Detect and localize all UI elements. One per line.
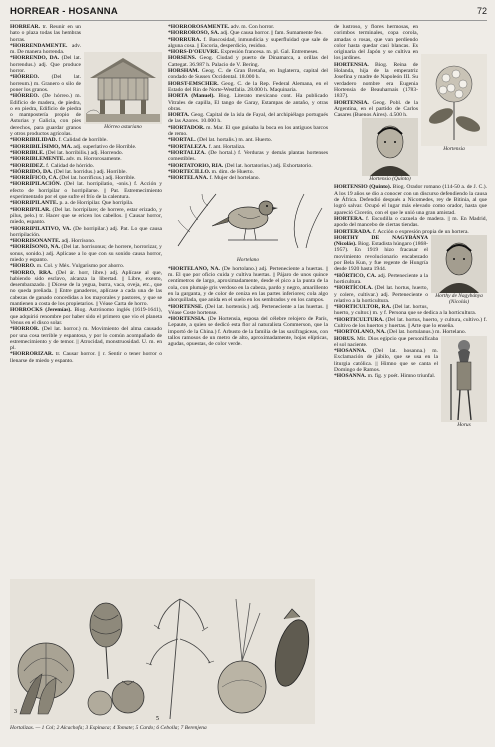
entry-definition: adj. Perteneciente a la horticultura.: [334, 272, 428, 285]
entry-headword: HORTENSIA.: [334, 61, 369, 68]
entry-definition: (De hórreo.) m. Edificio de madera, de piedra, o en piedra, Edificio de piedra o mampostería propio de Asturias y Galicia, con pies derechos, para guardar granos y otros productos agrícolas.: [10, 93, 81, 138]
entry-headword: HORTHY DE NAGYBÁNYA (Nicolás).: [334, 234, 428, 248]
dictionary-entry: [10, 226, 162, 239]
entry-headword: *HÓRRIDO, DA.: [10, 168, 53, 175]
entry-headword: HORTA.: [168, 112, 190, 119]
dictionary-entry: [168, 68, 328, 81]
entry-headword: HORSENS.: [168, 55, 197, 62]
entry-headword: *HORRURA.: [168, 36, 202, 43]
dictionary-entry: [168, 125, 328, 138]
entry-headword: *HORTELANA.: [168, 175, 209, 182]
text-columns: [10, 24, 487, 579]
entry-headword: HORST-EMSCHER.: [168, 80, 219, 87]
entry-headword: *HORTICULTURA.: [334, 316, 384, 323]
entry-headword: *HORTECILLO.: [168, 168, 211, 175]
entry-headword: *HOSANNA.: [334, 348, 367, 355]
entry-headword: *HORRIPILACIÓN.: [10, 181, 62, 188]
entry-headword: *HORRISONANTE.: [10, 238, 61, 245]
entry-definition: m. fig. y poét. Himno triunfal.: [367, 373, 436, 380]
entry-headword: *HORTÍCOLA.: [334, 285, 373, 292]
entry-definition: f. Calidad de hórrido.: [46, 162, 95, 169]
horus-figure: [441, 336, 487, 428]
hortelano-bird-illustration: [168, 184, 328, 254]
entry-definition: Expresión francesa. m. pl. Gal. Entremeses.: [220, 49, 319, 56]
entry-definition: Geog. Capital de la isla de Fayal, del archipiélago portugués de las Azores. 10.000 h.: [168, 112, 328, 125]
page-title: HORREAR - HOSANNA: [10, 6, 118, 17]
dictionary-entry: [168, 150, 328, 163]
entry-definition: de lustroso, y flores hermosas, en corimbos terminales, copa corola, amadas o rosas, que van perdiendo color hasta quedar casi blancas. Es originaria del Japón y se cultiva en los jardines.: [334, 24, 418, 62]
entry-definition: (Del lat. hortus, huerto, y cultura, cultivo.) f. Cultivo de los huertos y huertas. || Arte que lo enseña.: [334, 316, 487, 329]
entry-headword: HORREAR.: [10, 24, 40, 30]
dictionary-entry: [334, 304, 487, 317]
entry-headword: *HORTATORIO, RIA.: [168, 162, 224, 169]
entry-definition: Geog. Ciudad y puerto de Dinamarca, a orillas del Cattegat. 36.987 h. Palacio de V. Bering.: [168, 55, 328, 68]
entry-definition: (Del lat. horrendus.) adj. Que produce horror.: [10, 55, 82, 75]
column-3: [334, 24, 487, 579]
entry-definition: (Del lat. hosanna.) m. Exclamación de júbilo, que se usa en la liturgia católica. || Himno que se canta el Domingo de Ramos.: [334, 348, 438, 374]
entry-definition: Geog. C. de Gran Bretaña, en Inglaterra, capital del condado de Sussex Occidental. 18.000 h.: [168, 68, 328, 81]
dictionary-entry: [168, 112, 328, 125]
entry-definition: Biog. Orador romano (114-50 a. de J. C.). A los 19 años se dio a conocer con un discurso defendiendo la causa de África. Defendió después a Nicomedes, rey de Bitinia, al que logró salvar. Ocupó el lugar más elevado como orador, hasta que apareció Cicerón, con el que le unió una gran amistad.: [334, 184, 487, 216]
horreo-illustration: [84, 52, 162, 124]
entry-definition: f. Bascosidad, inmundicia y superfluidad que sale de alguna cosa. || Escoria, desperdicio, residuo.: [168, 36, 328, 49]
entry-definition: p. a. de Horripilar. Que horripila.: [59, 200, 134, 207]
hortensio-portrait: [362, 118, 418, 176]
entry-headword: *HORROROSO, SA.: [168, 30, 220, 37]
entry-definition: adv. m. De manera horrenda.: [10, 42, 81, 56]
entry-headword: *HORROR.: [10, 326, 40, 333]
entry-headword: *HORTAL.: [168, 137, 196, 144]
entry-definition: tr. Causar horror. || r. Sentir o tener horror o llenarse de miedo y espanto.: [10, 351, 162, 364]
entry-definition: adj. superlativo de Horrible.: [73, 143, 137, 150]
entry-definition: (Del lat. hortus, huerto, y cultor.) m. y f. Persona que se dedica a la horticultura.: [334, 304, 477, 317]
entry-definition: (Del lat. horridus.) adj. Horrible.: [53, 168, 127, 175]
horthy-caption: Horthy de Nagybánya (Nicolás): [435, 292, 483, 305]
entry-definition: f. ant. Hortaliza.: [208, 143, 246, 150]
dictionary-entry: [10, 307, 162, 326]
entry-definition: (Del lat. hortalis.) m. ant. Huerto.: [197, 137, 273, 144]
entry-definition: f. Acción o expresión propia de un hortera.: [372, 228, 469, 235]
hortensia-flower-illustration: [421, 54, 487, 146]
entry-headword: *HORROROSAMENTE.: [168, 24, 230, 30]
dictionary-entry: [10, 351, 162, 364]
entry-headword: HORUS.: [334, 335, 356, 342]
entry-headword: HORTENSIA.: [334, 99, 369, 106]
entry-definition: (Del lat. hortensis.) adj. Perteneciente a las huertas. || Véase Coste hortense.: [168, 303, 328, 316]
entry-headword: *HORRÍFICO, CA.: [10, 175, 59, 182]
hortelano-caption: Hortelano: [236, 256, 260, 263]
horreo-caption: Hórreo asturiano: [104, 124, 142, 130]
entry-definition: Geog. C. de la Rep. Federal Alemana, en el Estado del Rin de Norte-Westfalia. 28.000 h. Maquinaria.: [168, 80, 328, 93]
dictionary-entry: [168, 304, 328, 317]
entry-headword: *HORTENSE.: [168, 303, 204, 310]
entry-headword: *HORRIBILIDAD.: [10, 137, 58, 144]
entry-definition: (Del lat. horripilare; de horrere, estar erizado, y pilus, pelo.) tr. Hacer que se ericen los cabellos. || Causar horror, miedo, espanto.: [10, 206, 162, 226]
entry-definition: (Del lat. horrificus.) adj. Horrible.: [59, 175, 136, 182]
page-number: 72: [476, 6, 487, 16]
entry-definition: (De hortal.) f. Verduras y demás plantas hortenses comestibles.: [168, 149, 328, 163]
horreo-figure: [84, 52, 162, 130]
entry-definition: adj. Horrísono.: [61, 238, 96, 245]
entry-headword: *HORTOLANO, NA.: [334, 329, 386, 336]
entry-definition: (Del lat. hortulanus.) m. Hortelano.: [387, 329, 467, 336]
entry-definition: (De Hortensia, esposa del célebre relojero de París, Lepaute, a quien se dedicó esta flor al naturalista Commerson, que la importó de la China.) f. Arbusto de la familia de las saxifragáceas, con tallos ramosos de un metro de alto, aproximadamente, hojas elípticas, agudas, opuestas, de color verde.: [168, 316, 328, 348]
entry-definition: Biog. Astrónomo inglés (1619-1641), que adquirió renombre por haber sido el primero que vio el planeta Venus en el disco solar.: [10, 307, 162, 326]
entry-headword: *HORRIDEZ.: [10, 162, 45, 169]
entry-definition: (Del lat. hortatorius.) adj. Exhortatorio.: [224, 162, 313, 169]
entry-headword: *HORS-D'OEUVRE.: [168, 49, 220, 56]
entry-headword: *HORRIPILANTE.: [10, 200, 59, 207]
entry-headword: *HORTICULTOR, RA.: [334, 304, 392, 311]
dictionary-entry: [10, 24, 162, 43]
svg-text:3: 3: [14, 709, 17, 715]
dictionary-entry: [168, 37, 328, 50]
horus-caption: Horus: [457, 421, 471, 428]
entry-headword: HORTERADA.: [334, 228, 372, 235]
entry-headword: *HORRIBILÍSIMO, MA.: [10, 143, 73, 150]
entry-definition: tr. Reunir en un hato o plaza todas las hembras horras.: [10, 24, 81, 43]
entry-headword: *HORRIPILATIVO, VA.: [10, 225, 72, 232]
hortalizas-illustration: [10, 579, 315, 724]
entry-headword: *HORTELANO, NA.: [168, 265, 220, 272]
entry-headword: *HORTADOR.: [168, 124, 205, 131]
entry-headword: HORSHAM.: [168, 68, 199, 75]
entry-definition: f. Mujer del hortelano.: [209, 175, 260, 182]
dictionary-entry: [168, 93, 328, 112]
column-2-entries-bottom: [168, 266, 328, 348]
dictionary-entry: [10, 207, 162, 226]
entry-definition: Mit. Dios egipcio que personificaba el sol naciente.: [334, 335, 439, 348]
entry-definition: (Del lat. horripilatio, -onis.) f. Acción y efecto de horripilar o horripilarse. || Pat. Estremecimiento experimentado por el que sufre el frío de la calentura.: [10, 181, 162, 201]
entry-definition: (Del lat. horribilis.) adj. Horrendo.: [45, 149, 124, 156]
entry-definition: Geog. Pobl. de la Argentina, en el partido de Carlos Casares (Buenos Aires). 4.500 h.: [334, 99, 418, 119]
horthy-figure: [431, 235, 487, 305]
dictionary-entry: [168, 266, 328, 304]
entry-headword: *HORRENDAMENTE.: [10, 42, 68, 49]
dictionary-entry: [334, 317, 487, 330]
entry-headword: *HÓRTICO, CA.: [334, 272, 377, 279]
entry-definition: Biog. Literato mexicano cont. Ha publicado Vitrales de capilla, El tango de Garay, Estampas de antaño, y otras obras.: [168, 93, 328, 112]
entry-headword: *HÓRREO.: [10, 93, 40, 100]
entry-headword: *HORTENSIA.: [168, 316, 206, 323]
entry-definition: (Del lat. horror.) m. Movimiento del alma causado por una cosa terrible y espantosa, y por lo común acompañado de estremecimiento y de temor. || Atrocidad, monstruosidad. U. m. en pl.: [10, 326, 162, 352]
entry-definition: Biog. Estadista húngaro (1868-1957). En 1919 hizo fracasar el movimiento revolucionario encabezado por Bela Kun, y fue regente de Hungría desde 1920 hasta 1944.: [334, 241, 428, 273]
hortalizas-figure: [10, 579, 315, 735]
entry-headword: *HORRO, RRA.: [10, 269, 53, 276]
svg-text:5: 5: [156, 716, 159, 722]
hortensio-caption: Hortensio (Quinto): [369, 176, 411, 183]
entry-definition: adv. m. Con horror.: [230, 24, 275, 30]
entry-headword: HORTA (Manuel).: [168, 93, 215, 100]
entry-definition: adj. Que causa horror. || fam. Sumamente feo.: [220, 30, 323, 37]
dictionary-entry: [10, 244, 162, 263]
hortensio-figure: [362, 118, 418, 182]
entry-definition: m. dim. de Huerto.: [211, 168, 254, 175]
entry-headword: *HORTALIZA.: [168, 149, 206, 156]
dictionary-entry: [168, 316, 328, 347]
entry-headword: *HOSANNA.: [334, 373, 367, 380]
entry-definition: (Del ár. horr, libre.) adj. Aplícase al que, habiendo sido esclavo, alcanza la libertad. || Libre, exento, desembarazado. || Dícese de la yegua, burra, vaca, oveja, etc., que no queda preñada. || Entre ganaderos, aplícase a cada una de las cabezas de ganado concedidas a los mayorales y pastores, y que se mantienen a costa de los propietarios. || Véase Carta de horro.: [10, 269, 162, 308]
entry-definition: Biog. Reina de Holanda, hija de la emperatriz Josefina y madre de Napoleón III. Su verdadero nombre era Eugenia Hortensia de Beauharnais (1783-1837).: [334, 61, 418, 100]
horthy-portrait: [431, 235, 487, 293]
entry-headword: HORROCKS (Jeremías).: [10, 307, 72, 314]
column-2-entries-top: [168, 24, 328, 181]
hortalizas-caption: Hortalizas. — 1 Col; 2 Alcachofa; 3 Espinaca; 4 Tomate; 5 Cardo; 6 Cebolla; 7 Berenjena: [10, 725, 207, 731]
entry-definition: (Del lat. horreum.) m. Granero o silo de poner los granos.: [10, 74, 81, 93]
dictionary-entry: [10, 326, 162, 351]
dictionary-entry: [10, 181, 162, 200]
entry-headword: *HORRIBLE.: [10, 149, 45, 156]
entry-definition: f. Calidad de horrible.: [58, 137, 108, 144]
dictionary-entry: [10, 270, 162, 308]
entry-definition: f. Escudilla o cazuela de madera. || m. En Madrid, apodo del mancebo de ciertas tiendas.: [334, 215, 487, 229]
entry-definition: (Del lat. horrisonus; de horrere, horrorizar, y sonus, sonido.) adj. Aplícase a lo que con su sonido causa horror, miedo y espanto.: [10, 244, 162, 263]
dictionary-entry: [168, 175, 328, 181]
entry-definition: (Del lat. hortus, huerto, y colere, cultivar.) adj. Perteneciente o relativo a la horticultura.: [334, 285, 428, 304]
entry-headword: *HORTALEZA.: [168, 143, 208, 150]
hortensia-figure: [421, 54, 487, 152]
entry-definition: (De hortolano.) adj. Perteneciente a huertas. || m. El que por oficio cuida y cultiva huertas. || Pájaro de unos quince centímetros de largo, aproximadamente, desde el pico a la punta de la cola, con plumaje gris verdoso en la cabeza, pardo y negro, amarillento en la garganta, y de color de ceniza en las partes inferiores; cola algo ahorquillada, que anida en el suelo en los sembrados y en los campos.: [168, 265, 328, 304]
entry-headword: *HORRIPILAR.: [10, 206, 51, 213]
entry-definition: adv. m. Horrorosamente.: [66, 156, 122, 163]
column-2: [168, 24, 328, 579]
horus-illustration: [441, 336, 487, 422]
dictionary-entry: [334, 216, 487, 229]
entry-headword: *HORRENDO, DA.: [10, 55, 60, 62]
dictionary-entry: [168, 55, 328, 68]
dictionary-entry: [168, 81, 328, 94]
entry-headword: HORTERA.: [334, 215, 364, 222]
column-1: [10, 24, 162, 579]
entry-headword: *HORRO.: [10, 263, 36, 270]
hortensia-caption: Hortensia: [443, 146, 465, 152]
entry-definition: m. Mar. El que guisaba la boca en los antiguos barcos de remo.: [168, 124, 328, 138]
entry-headword: *HÓRREO.: [10, 74, 40, 81]
entry-headword: *HORRÍSONO, NA.: [10, 244, 61, 251]
entry-headword: *HORRORIZAR.: [10, 351, 54, 358]
page-header: [10, 6, 487, 21]
entry-headword: *HORRIBLEMENTE.: [10, 156, 65, 163]
entry-headword: HORTENSIO (Quinto).: [334, 184, 392, 191]
entry-definition: (De horripilar.) adj. Pat. Lo que causa horripilación.: [10, 225, 162, 238]
entry-definition: m. Col. y Méx. Vulgarismo por ahorro.: [36, 263, 125, 270]
hortelano-figure: [168, 184, 328, 262]
